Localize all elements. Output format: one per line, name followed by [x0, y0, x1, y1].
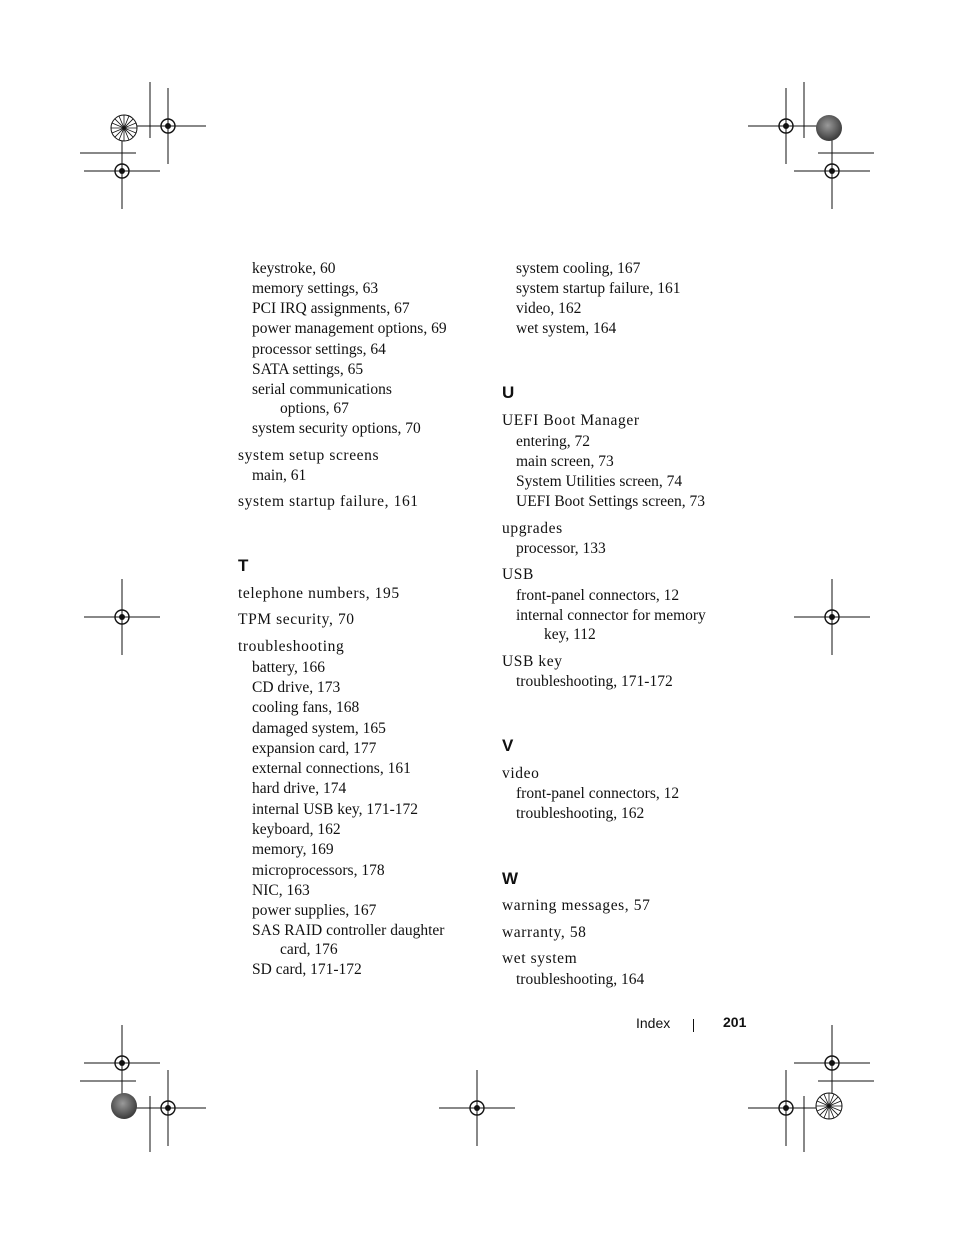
index-subentry: processor settings, 64: [252, 341, 386, 358]
section-letter: V: [502, 736, 514, 755]
index-subentry: cooling fans, 168: [252, 699, 360, 716]
index-heading: TPM security, 70: [238, 611, 355, 628]
index-subentry: SAS RAID controller daughter: [252, 922, 445, 939]
index-subentry: card, 176: [280, 941, 338, 958]
index-subentry: battery, 166: [252, 659, 326, 676]
index-subentry: wet system, 164: [516, 320, 617, 337]
index-subentry: processor, 133: [516, 540, 606, 557]
index-subentry: memory settings, 63: [252, 280, 379, 297]
index-subentry: internal connector for memory: [516, 607, 706, 624]
index-right-column: [502, 0, 732, 1000]
index-heading: troubleshooting: [238, 638, 345, 655]
index-heading: UEFI Boot Manager: [502, 412, 640, 429]
index-heading: USB key: [502, 653, 563, 670]
index-subentry: keystroke, 60: [252, 260, 336, 277]
index-subentry: serial communications: [252, 381, 392, 398]
index-subentry: front-panel connectors, 12: [516, 587, 680, 604]
index-subentry: damaged system, 165: [252, 720, 386, 737]
index-heading: warning messages, 57: [502, 897, 651, 914]
index-heading: wet system: [502, 950, 578, 967]
index-heading: system setup screens: [238, 447, 380, 464]
page-number: 201: [723, 1014, 747, 1030]
index-subentry: troubleshooting, 171-172: [516, 673, 673, 690]
index-subentry: entering, 72: [516, 433, 591, 450]
index-subentry: power management options, 69: [252, 320, 447, 337]
index-subentry: options, 67: [280, 400, 349, 417]
index-subentry: memory, 169: [252, 841, 334, 858]
index-subentry: PCI IRQ assignments, 67: [252, 300, 410, 317]
index-subentry: system security options, 70: [252, 420, 421, 437]
index-subentry: keyboard, 162: [252, 821, 341, 838]
index-subentry: front-panel connectors, 12: [516, 785, 680, 802]
index-subentry: key, 112: [544, 626, 596, 643]
index-heading: warranty, 58: [502, 924, 587, 941]
running-footer-label: Index: [636, 1015, 671, 1031]
index-subentry: microprocessors, 178: [252, 862, 385, 879]
index-subentry: main screen, 73: [516, 453, 614, 470]
footer-divider: [693, 1019, 694, 1032]
section-letter: W: [502, 869, 519, 888]
index-subentry: UEFI Boot Settings screen, 73: [516, 493, 705, 510]
index-subentry: CD drive, 173: [252, 679, 341, 696]
index-subentry: internal USB key, 171-172: [252, 801, 419, 818]
index-heading: system startup failure, 161: [238, 493, 419, 510]
index-subentry: main, 61: [252, 467, 307, 484]
index-subentry: expansion card, 177: [252, 740, 377, 757]
index-subentry: troubleshooting, 164: [516, 971, 645, 988]
index-subentry: hard drive, 174: [252, 780, 347, 797]
index-subentry: SD card, 171-172: [252, 961, 362, 978]
index-subentry: troubleshooting, 162: [516, 805, 645, 822]
index-heading: telephone numbers, 195: [238, 585, 400, 602]
index-subentry: SATA settings, 65: [252, 361, 364, 378]
index-subentry: system cooling, 167: [516, 260, 641, 277]
index-subentry: NIC, 163: [252, 882, 310, 899]
index-subentry: System Utilities screen, 74: [516, 473, 683, 490]
section-letter: T: [238, 556, 249, 575]
index-subentry: external connections, 161: [252, 760, 411, 777]
index-subentry: video, 162: [516, 300, 582, 317]
index-heading: USB: [502, 566, 534, 583]
index-left-column: [238, 0, 468, 1000]
section-letter: U: [502, 383, 515, 402]
index-subentry: system startup failure, 161: [516, 280, 681, 297]
index-subentry: power supplies, 167: [252, 902, 377, 919]
index-heading: upgrades: [502, 520, 563, 537]
index-heading: video: [502, 765, 540, 782]
